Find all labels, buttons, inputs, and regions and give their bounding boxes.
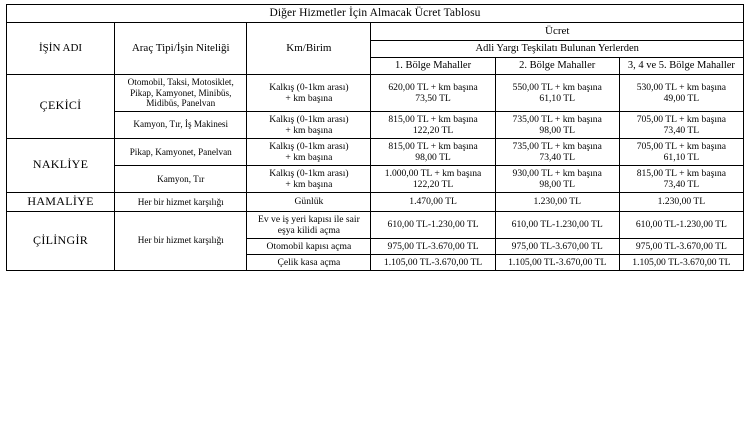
header-arac-tipi: Araç Tipi/İşin Niteliği <box>115 23 247 75</box>
table-row <box>7 165 744 192</box>
row-bolge3: 1.105,00 TL-3.670,00 TL <box>619 254 743 270</box>
row-bolge1-line1: 620,00 TL + km başına <box>388 81 478 93</box>
row-bolge2: 1.230,00 TL <box>495 192 619 211</box>
row-type: Otomobil, Taksi, Motosiklet, Pikap, Kamyonet, Minibüs, Midibüs, Panelvan <box>115 74 247 111</box>
row-bolge1-line1: 815,00 TL + km başına <box>388 113 478 125</box>
row-bolge1-line2: 122,20 TL <box>412 124 454 136</box>
row-bolge2-line2: 61,10 TL <box>539 92 575 104</box>
row-bolge1-line1: 815,00 TL + km başına <box>388 140 478 152</box>
group-label: ÇEKİCİ <box>7 74 115 138</box>
header-km-birim: Km/Birim <box>247 23 371 75</box>
row-bolge1 <box>371 138 495 165</box>
row-bolge3 <box>619 165 743 192</box>
row-bolge2-line2: 98,00 TL <box>539 124 575 136</box>
row-km <box>247 74 371 111</box>
row-bolge3 <box>619 111 743 138</box>
row-km-line2: + km başına <box>285 124 333 136</box>
table-row <box>7 138 744 165</box>
row-km-line1: Kalkış (0-1km arası) <box>269 81 349 93</box>
group-label: NAKLİYE <box>7 138 115 192</box>
fee-table <box>6 4 744 271</box>
row-km: Ev ve iş yeri kapısı ile sair eşya kilidi açma <box>247 211 371 238</box>
row-bolge1-line2: 73,50 TL <box>415 92 451 104</box>
row-km: Günlük <box>247 192 371 211</box>
row-km-line1: Kalkış (0-1km arası) <box>269 113 349 125</box>
table-title: Diğer Hizmetler İçin Almacak Ücret Tablosu <box>7 5 744 23</box>
row-bolge3: 975,00 TL-3.670,00 TL <box>619 238 743 254</box>
row-bolge1 <box>371 165 495 192</box>
row-bolge1-line2: 122,20 TL <box>412 178 454 190</box>
row-bolge2 <box>495 138 619 165</box>
row-bolge1-line1: 1.000,00 TL + km başına <box>384 167 482 179</box>
row-bolge1: 975,00 TL-3.670,00 TL <box>371 238 495 254</box>
row-bolge2-line1: 930,00 TL + km başına <box>512 167 602 179</box>
row-bolge2-line2: 73,40 TL <box>539 151 575 163</box>
row-type: Her bir hizmet karşılığı <box>115 211 247 270</box>
row-bolge2-line1: 735,00 TL + km başına <box>512 140 602 152</box>
row-bolge3: 610,00 TL-1.230,00 TL <box>619 211 743 238</box>
row-type: Kamyon, Tır, İş Makinesi <box>115 111 247 138</box>
table-row <box>7 211 744 238</box>
row-bolge3-line1: 705,00 TL + km başına <box>636 140 727 152</box>
table-row <box>7 192 744 211</box>
row-type: Her bir hizmet karşılığı <box>115 192 247 211</box>
row-bolge2 <box>495 111 619 138</box>
row-bolge2 <box>495 165 619 192</box>
row-bolge3 <box>619 74 743 111</box>
row-bolge2 <box>495 74 619 111</box>
header-ucret: Ücret <box>371 23 744 41</box>
row-type: Kamyon, Tır <box>115 165 247 192</box>
row-bolge3: 1.230,00 TL <box>619 192 743 211</box>
header-row-1 <box>7 23 744 41</box>
row-bolge3-line2: 49,00 TL <box>663 92 700 104</box>
row-km-line2: + km başına <box>285 151 333 163</box>
row-bolge3-line1: 530,00 TL + km başına <box>636 81 727 93</box>
table-row <box>7 74 744 111</box>
group-label: HAMALİYE <box>7 192 115 211</box>
row-bolge3-line1: 705,00 TL + km başına <box>636 113 727 125</box>
row-km-line2: + km başına <box>285 92 333 104</box>
row-type: Pikap, Kamyonet, Panelvan <box>115 138 247 165</box>
row-bolge1 <box>371 111 495 138</box>
row-bolge1: 610,00 TL-1.230,00 TL <box>371 211 495 238</box>
row-km <box>247 165 371 192</box>
table-title-row <box>7 5 744 23</box>
row-km: Otomobil kapısı açma <box>247 238 371 254</box>
row-bolge1 <box>371 74 495 111</box>
row-bolge2: 610,00 TL-1.230,00 TL <box>495 211 619 238</box>
row-bolge3-line2: 61,10 TL <box>663 151 700 163</box>
row-km <box>247 138 371 165</box>
row-bolge2-line2: 98,00 TL <box>539 178 575 190</box>
row-km-line1: Kalkış (0-1km arası) <box>269 167 349 179</box>
row-bolge3 <box>619 138 743 165</box>
table-row <box>7 111 744 138</box>
header-bolge-3: 3, 4 ve 5. Bölge Mahaller <box>619 57 743 74</box>
row-bolge2-line1: 735,00 TL + km başına <box>512 113 602 125</box>
row-bolge2: 1.105,00 TL-3.670,00 TL <box>495 254 619 270</box>
row-bolge1-line2: 98,00 TL <box>415 151 451 163</box>
row-km <box>247 111 371 138</box>
row-bolge3-line2: 73,40 TL <box>663 124 700 136</box>
header-is-adi: İŞİN ADI <box>7 23 115 75</box>
row-bolge2-line1: 550,00 TL + km başına <box>512 81 602 93</box>
row-bolge3-line1: 815,00 TL + km başına <box>636 167 727 179</box>
row-bolge2: 975,00 TL-3.670,00 TL <box>495 238 619 254</box>
row-bolge1: 1.470,00 TL <box>371 192 495 211</box>
group-label: ÇİLİNGİR <box>7 211 115 270</box>
row-km: Çelik kasa açma <box>247 254 371 270</box>
header-adli-yargi: Adli Yargı Teşkilatı Bulunan Yerlerden <box>371 40 744 57</box>
header-bolge-2: 2. Bölge Mahaller <box>495 57 619 74</box>
row-km-line1: Kalkış (0-1km arası) <box>269 140 349 152</box>
header-bolge-1: 1. Bölge Mahaller <box>371 57 495 74</box>
row-bolge3-line2: 73,40 TL <box>663 178 700 190</box>
row-bolge1: 1.105,00 TL-3.670,00 TL <box>371 254 495 270</box>
row-km-line2: + km başına <box>285 178 333 190</box>
